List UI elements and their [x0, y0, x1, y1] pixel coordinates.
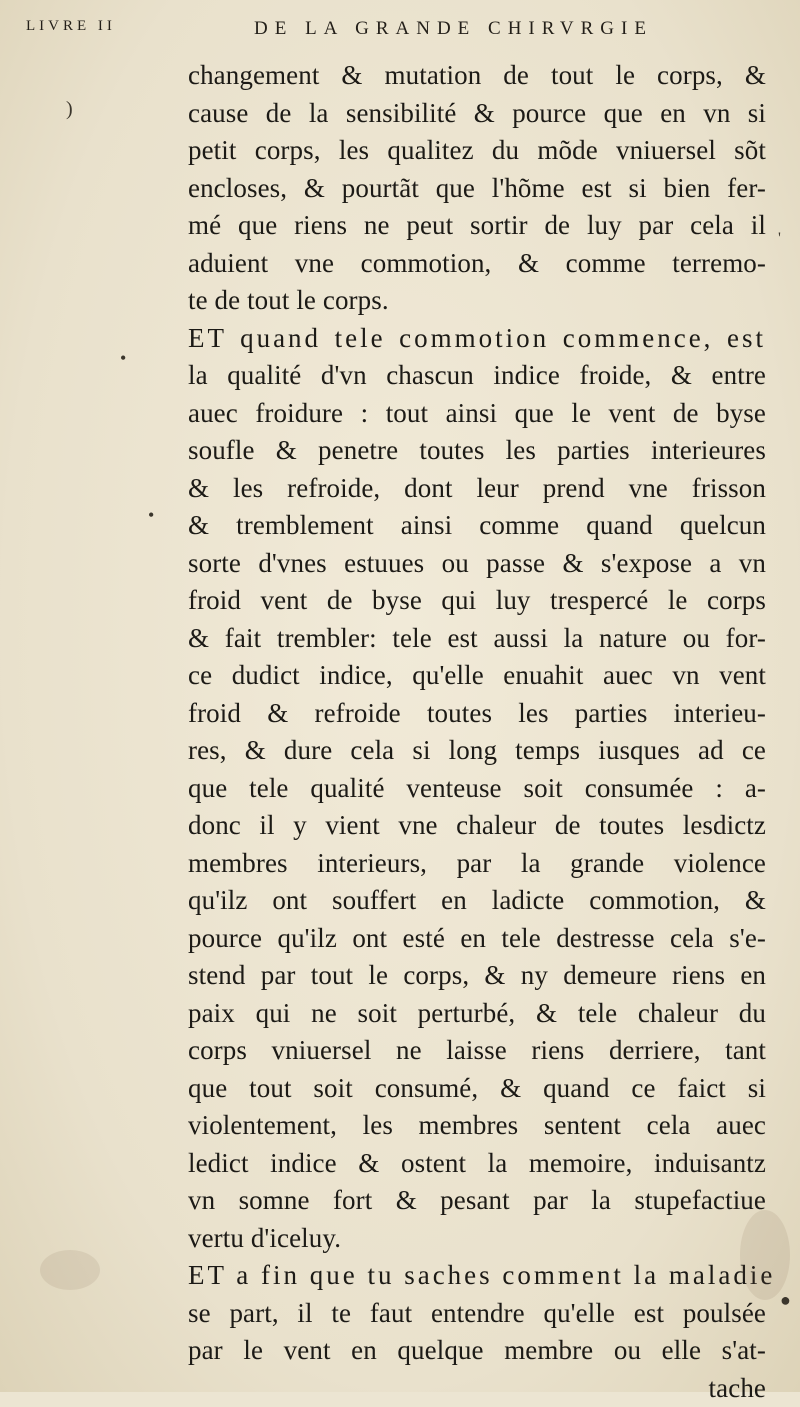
- text-line: soufle & penetre toutes les parties interieures: [188, 432, 766, 470]
- paragraph-start-line: ET quand tele commotion commence, est: [188, 320, 766, 358]
- text-line: vertu d'iceluy.: [188, 1220, 766, 1258]
- text-line: & fait trembler: tele est aussi la nature ou for-: [188, 620, 766, 658]
- text-line: par le vent en quelque membre ou elle s'at-: [188, 1332, 766, 1370]
- margin-dot-mark: •: [148, 505, 154, 526]
- text-line: mé que riens ne peut sortir de luy par cela il: [188, 207, 766, 245]
- text-line: & les refroide, dont leur prend vne frisson: [188, 470, 766, 508]
- paragraph-start-line: ET a fin que tu saches comment la maladie: [188, 1257, 766, 1295]
- body-text: [188, 57, 766, 1407]
- text-line: que tele qualité venteuse soit consumée : a-: [188, 770, 766, 808]
- margin-tick-mark: ): [66, 98, 73, 121]
- running-title: DE LA GRANDE CHIRVRGIE: [254, 18, 653, 40]
- text-line: la qualité d'vn chascun indice froide, & entre: [188, 357, 766, 395]
- text-line: res, & dure cela si long temps iusques ad ce: [188, 732, 766, 770]
- text-line: froid & refroide toutes les parties interieu-: [188, 695, 766, 733]
- running-head: [26, 18, 780, 46]
- text-line: vn somne fort & pesant par la stupefactiue: [188, 1182, 766, 1220]
- text-line: & tremblement ainsi comme quand quelcun: [188, 507, 766, 545]
- text-line: paix qui ne soit perturbé, & tele chaleur du: [188, 995, 766, 1033]
- text-line: froid vent de byse qui luy trespercé le corps: [188, 582, 766, 620]
- text-line: donc il y vient vne chaleur de toutes lesdictz: [188, 807, 766, 845]
- text-line: corps vniuersel ne laisse riens derriere, tant: [188, 1032, 766, 1070]
- text-line: qu'ilz ont souffert en ladicte commotion, &: [188, 882, 766, 920]
- catchword: tache: [188, 1370, 766, 1407]
- margin-dot-mark: ': [778, 230, 781, 248]
- margin-dot-mark: •: [120, 348, 126, 369]
- book-number: LIVRE II: [26, 18, 116, 35]
- text-line: changement & mutation de tout le corps, &: [188, 57, 766, 95]
- text-line: stend par tout le corps, & ny demeure riens en: [188, 957, 766, 995]
- text-line: auec froidure : tout ainsi que le vent de byse: [188, 395, 766, 433]
- text-line: que tout soit consumé, & quand ce faict si: [188, 1070, 766, 1108]
- text-line: ledict indice & ostent la memoire, induisantz: [188, 1145, 766, 1183]
- text-line: petit corps, les qualitez du mõde vniuersel sõt: [188, 132, 766, 170]
- text-line: ce dudict indice, qu'elle enuahit auec vn vent: [188, 657, 766, 695]
- text-line: encloses, & pourtãt que l'hõme est si bien fer-: [188, 170, 766, 208]
- margin-ink-blot: ●: [780, 1290, 791, 1311]
- text-line: aduient vne commotion, & comme terremo-: [188, 245, 766, 283]
- text-line: membres interieurs, par la grande violence: [188, 845, 766, 883]
- paper-stain: [740, 1210, 790, 1300]
- text-line: te de tout le corps.: [188, 282, 766, 320]
- text-line: violentement, les membres sentent cela auec: [188, 1107, 766, 1145]
- text-line: sorte d'vnes estuues ou passe & s'expose a vn: [188, 545, 766, 583]
- text-line: cause de la sensibilité & pource que en vn si: [188, 95, 766, 133]
- paper-stain: [40, 1250, 100, 1290]
- text-line: pource qu'ilz ont esté en tele destresse cela s'e-: [188, 920, 766, 958]
- text-line: se part, il te faut entendre qu'elle est poulsée: [188, 1295, 766, 1333]
